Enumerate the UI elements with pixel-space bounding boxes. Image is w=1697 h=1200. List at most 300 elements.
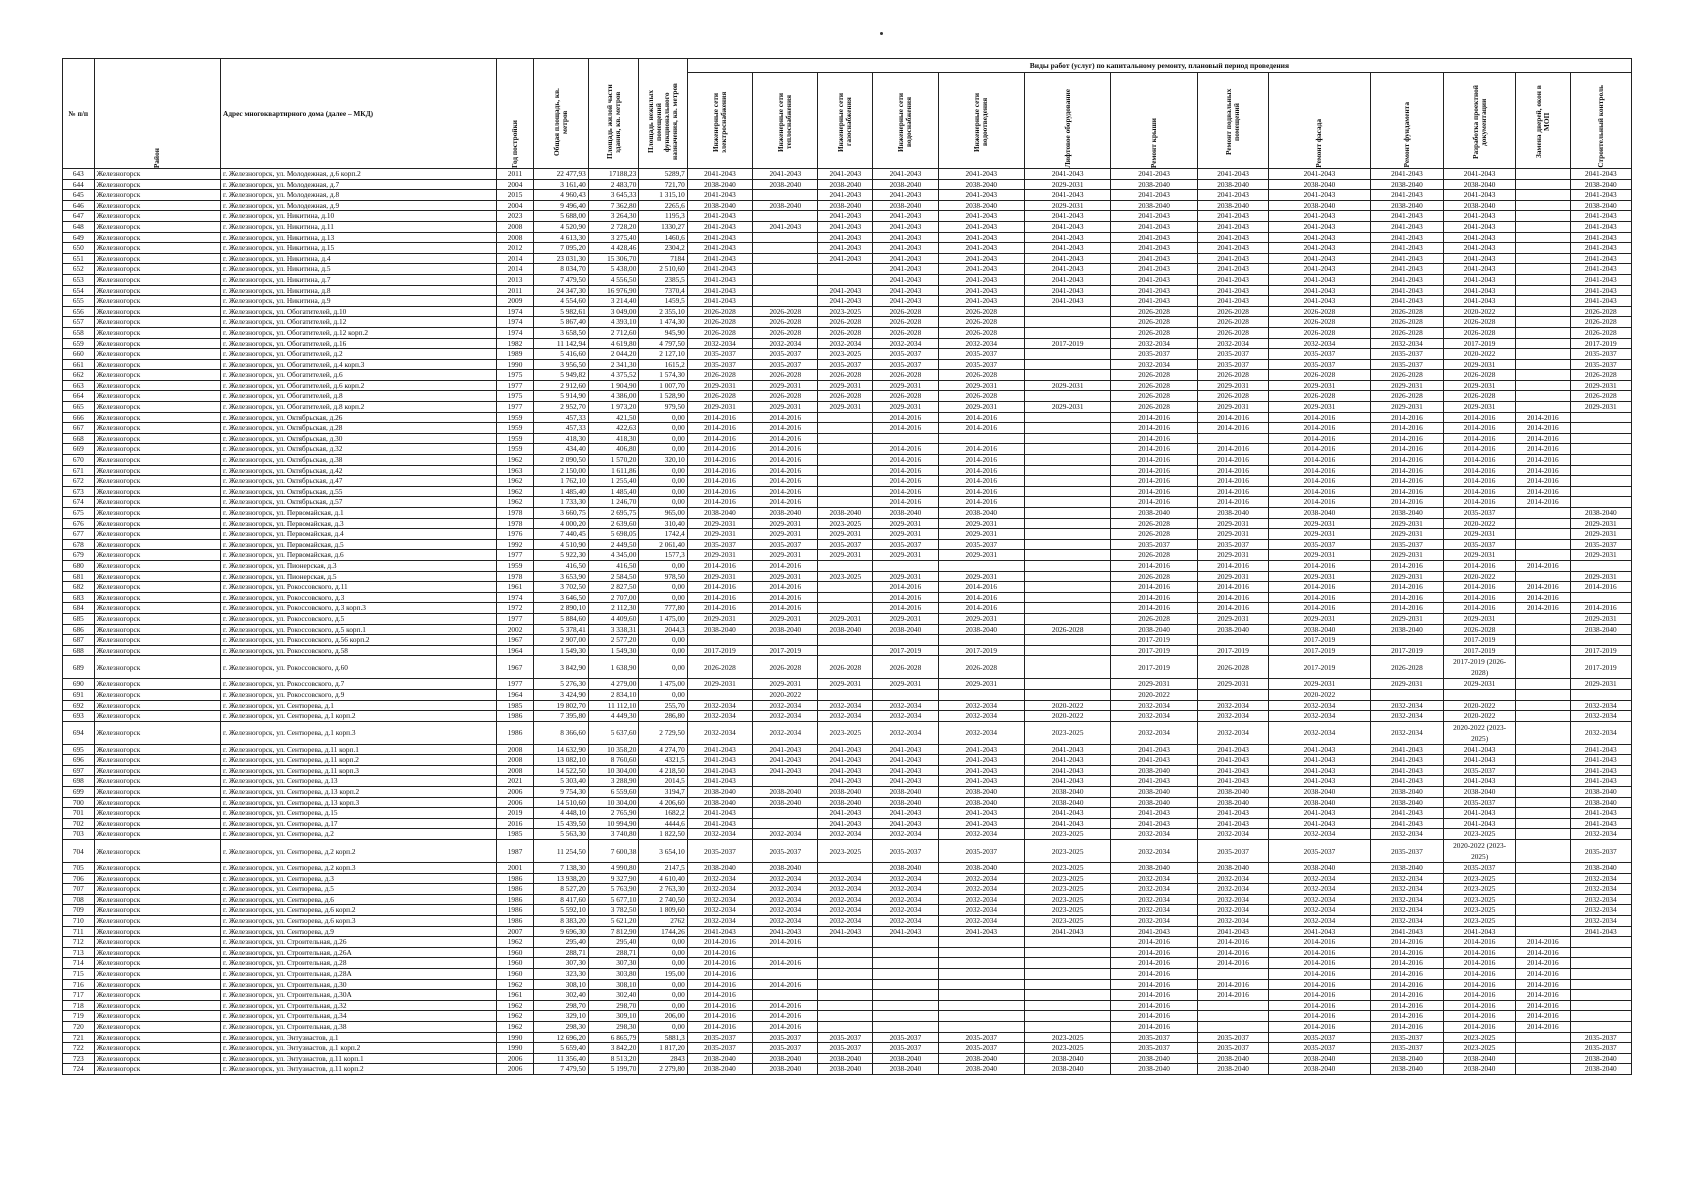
cell-work-water: 2041-2043 [873, 765, 938, 776]
cell-total-area: 3 161,40 [533, 179, 588, 190]
cell-address: г. Железногорск, ул. Обогатителей, д.2 [221, 349, 497, 360]
header-work-0 [687, 73, 752, 169]
cell-work-basement: 2032-2034 [1197, 700, 1269, 711]
cell-work-basement: 2014-2016 [1197, 937, 1269, 948]
cell-work-sewer [938, 947, 1024, 958]
cell-work-foundation: 2029-2031 [1370, 550, 1444, 561]
cell-work-construction-control: 2026-2028 [1570, 370, 1631, 381]
cell-work-construction-control: 2029-2031 [1570, 380, 1631, 391]
cell-work-gas [818, 497, 873, 508]
header-works-group: Виды работ (услуг) по капитальному ремонту, плановый период проведения [687, 59, 1631, 73]
cell-build-year: 2006 [497, 797, 534, 808]
cell-work-heating [753, 285, 818, 296]
cell-work-sewer [938, 990, 1024, 1001]
cell-total-area: 11 142,94 [533, 338, 588, 349]
cell-work-heating: 2032-2034 [753, 721, 818, 744]
cell-work-roof: 2032-2034 [1111, 700, 1197, 711]
cell-work-electric: 2029-2031 [687, 679, 752, 690]
cell-district: Железногорск [94, 349, 220, 360]
cell-living-area: 2 728,20 [588, 221, 639, 232]
table-row [63, 264, 1632, 275]
cell-work-basement [1197, 968, 1269, 979]
cell-total-area: 4 520,90 [533, 221, 588, 232]
cell-work-electric: 2032-2034 [687, 873, 752, 884]
cell-work-construction-control: 2041-2043 [1570, 808, 1631, 819]
cell-work-doors-windows [1515, 391, 1570, 402]
cell-total-area: 2 912,60 [533, 380, 588, 391]
cell-work-foundation: 2038-2040 [1370, 797, 1444, 808]
cell-work-sewer: 2038-2040 [938, 863, 1024, 874]
cell-work-elevator: 2023-2025 [1024, 1043, 1110, 1054]
cell-nonliving-area: 206,00 [639, 1011, 687, 1022]
cell-district: Железногорск [94, 979, 220, 990]
cell-work-facade: 2032-2034 [1269, 905, 1370, 916]
cell-work-doors-windows: 2014-2016 [1515, 990, 1570, 1001]
cell-work-construction-control: 2032-2034 [1570, 721, 1631, 744]
cell-work-construction-control: 2026-2028 [1570, 306, 1631, 317]
cell-work-basement: 2026-2028 [1197, 656, 1269, 679]
cell-work-gas [818, 412, 873, 423]
cell-district: Железногорск [94, 968, 220, 979]
cell-work-basement [1197, 689, 1269, 700]
cell-work-gas: 2041-2043 [818, 232, 873, 243]
cell-work-sewer: 2032-2034 [938, 338, 1024, 349]
cell-work-doors-windows [1515, 529, 1570, 540]
cell-work-sewer: 2041-2043 [938, 190, 1024, 201]
cell-work-electric: 2014-2016 [687, 958, 752, 969]
cell-district: Железногорск [94, 412, 220, 423]
cell-work-basement: 2035-2037 [1197, 359, 1269, 370]
cell-district: Железногорск [94, 1064, 220, 1075]
cell-work-design-docs: 2014-2016 [1444, 937, 1516, 948]
cell-work-doors-windows: 2014-2016 [1515, 455, 1570, 466]
cell-district: Железногорск [94, 582, 220, 593]
cell-work-foundation: 2014-2016 [1370, 592, 1444, 603]
table-row [63, 1021, 1632, 1032]
cell-work-sewer [938, 937, 1024, 948]
cell-work-water: 2041-2043 [873, 296, 938, 307]
cell-work-doors-windows [1515, 200, 1570, 211]
cell-row-number: 724 [63, 1064, 95, 1075]
cell-row-number: 721 [63, 1032, 95, 1043]
cell-district: Железногорск [94, 476, 220, 487]
cell-address: г. Железногорск, ул. Сентюрева, д.13 [221, 776, 497, 787]
cell-work-heating: 2032-2034 [753, 894, 818, 905]
cell-address: г. Железногорск, ул. Сентюрева, д.2 [221, 829, 497, 840]
cell-work-roof: 2038-2040 [1111, 863, 1197, 874]
cell-district: Железногорск [94, 285, 220, 296]
cell-build-year: 2016 [497, 818, 534, 829]
cell-work-electric: 2032-2034 [687, 916, 752, 927]
table-row [63, 689, 1632, 700]
cell-work-facade: 2038-2040 [1269, 787, 1370, 798]
cell-work-foundation: 2014-2016 [1370, 433, 1444, 444]
cell-work-heating [753, 253, 818, 264]
cell-work-roof: 2032-2034 [1111, 894, 1197, 905]
cell-nonliving-area: 978,50 [639, 571, 687, 582]
cell-work-foundation: 2017-2019 [1370, 645, 1444, 656]
cell-work-sewer [938, 1021, 1024, 1032]
cell-work-water: 2014-2016 [873, 497, 938, 508]
cell-nonliving-area: 0,00 [639, 433, 687, 444]
cell-row-number: 645 [63, 190, 95, 201]
cell-district: Железногорск [94, 863, 220, 874]
cell-build-year: 1967 [497, 656, 534, 679]
cell-work-doors-windows [1515, 179, 1570, 190]
cell-work-electric: 2035-2037 [687, 1032, 752, 1043]
cell-work-basement: 2029-2031 [1197, 518, 1269, 529]
cell-living-area: 298,70 [588, 1000, 639, 1011]
cell-work-gas [818, 863, 873, 874]
cell-work-basement: 2041-2043 [1197, 926, 1269, 937]
cell-work-gas [818, 264, 873, 275]
cell-work-electric: 2041-2043 [687, 808, 752, 819]
cell-row-number: 679 [63, 550, 95, 561]
cell-work-basement: 2038-2040 [1197, 797, 1269, 808]
cell-work-elevator: 2023-2025 [1024, 905, 1110, 916]
cell-work-doors-windows [1515, 402, 1570, 413]
cell-work-roof: 2014-2016 [1111, 476, 1197, 487]
cell-work-facade: 2026-2028 [1269, 317, 1370, 328]
cell-work-design-docs: 2041-2043 [1444, 776, 1516, 787]
cell-build-year: 1986 [497, 905, 534, 916]
cell-work-doors-windows [1515, 765, 1570, 776]
cell-work-design-docs: 2038-2040 [1444, 179, 1516, 190]
cell-work-water [873, 937, 938, 948]
cell-work-gas: 2029-2031 [818, 613, 873, 624]
cell-work-construction-control: 2041-2043 [1570, 221, 1631, 232]
cell-work-water: 2038-2040 [873, 797, 938, 808]
cell-row-number: 655 [63, 296, 95, 307]
scan-speck [880, 32, 883, 35]
cell-work-sewer: 2041-2043 [938, 253, 1024, 264]
cell-row-number: 713 [63, 947, 95, 958]
cell-district: Железногорск [94, 765, 220, 776]
header-work-label: Ремонт фундамента [1401, 102, 1411, 168]
cell-row-number: 665 [63, 402, 95, 413]
cell-work-design-docs: 2029-2031 [1444, 529, 1516, 540]
cell-living-area: 4 386,00 [588, 391, 639, 402]
cell-work-water: 2032-2034 [873, 338, 938, 349]
cell-work-doors-windows [1515, 797, 1570, 808]
cell-work-construction-control: 2038-2040 [1570, 797, 1631, 808]
cell-work-gas: 2032-2034 [818, 711, 873, 722]
cell-work-facade: 2041-2043 [1269, 264, 1370, 275]
cell-work-design-docs: 2014-2016 [1444, 497, 1516, 508]
cell-row-number: 686 [63, 624, 95, 635]
cell-work-electric: 2026-2028 [687, 327, 752, 338]
cell-work-doors-windows [1515, 916, 1570, 927]
cell-work-doors-windows [1515, 635, 1570, 646]
cell-work-foundation: 2041-2043 [1370, 765, 1444, 776]
cell-work-foundation: 2029-2031 [1370, 571, 1444, 582]
cell-work-electric: 2014-2016 [687, 990, 752, 1001]
cell-row-number: 648 [63, 221, 95, 232]
cell-work-roof: 2014-2016 [1111, 486, 1197, 497]
cell-work-basement: 2038-2040 [1197, 863, 1269, 874]
cell-work-roof: 2041-2043 [1111, 755, 1197, 766]
cell-total-area: 3 956,50 [533, 359, 588, 370]
cell-address: г. Железногорск, ул. Октябрьская, д.55 [221, 486, 497, 497]
cell-work-heating: 2041-2043 [753, 221, 818, 232]
cell-work-foundation: 2041-2043 [1370, 274, 1444, 285]
cell-work-basement: 2032-2034 [1197, 721, 1269, 744]
table-row [63, 818, 1632, 829]
cell-work-construction-control [1570, 465, 1631, 476]
cell-work-elevator [1024, 560, 1110, 571]
cell-work-gas: 2026-2028 [818, 391, 873, 402]
cell-living-area: 3 842,20 [588, 1043, 639, 1054]
cell-work-facade: 2038-2040 [1269, 863, 1370, 874]
table-row [63, 391, 1632, 402]
cell-work-electric: 2026-2028 [687, 370, 752, 381]
cell-address: г. Железногорск, ул. Рокоссовского, д.56 корп.2 [221, 635, 497, 646]
cell-work-doors-windows: 2014-2016 [1515, 1000, 1570, 1011]
cell-work-electric: 2038-2040 [687, 797, 752, 808]
cell-nonliving-area: 3194,7 [639, 787, 687, 798]
cell-work-doors-windows [1515, 679, 1570, 690]
table-row [63, 679, 1632, 690]
cell-nonliving-area: 0,00 [639, 635, 687, 646]
cell-build-year: 1960 [497, 958, 534, 969]
cell-work-design-docs: 2014-2016 [1444, 455, 1516, 466]
cell-work-design-docs: 2041-2043 [1444, 274, 1516, 285]
cell-work-sewer: 2032-2034 [938, 884, 1024, 895]
cell-work-basement: 2041-2043 [1197, 285, 1269, 296]
table-row [63, 518, 1632, 529]
cell-district: Железногорск [94, 679, 220, 690]
cell-work-electric: 2035-2037 [687, 840, 752, 863]
table-row [63, 200, 1632, 211]
cell-living-area: 2 577,20 [588, 635, 639, 646]
cell-work-doors-windows [1515, 550, 1570, 561]
cell-work-electric: 2026-2028 [687, 306, 752, 317]
cell-work-facade: 2026-2028 [1269, 370, 1370, 381]
table-row [63, 560, 1632, 571]
cell-total-area: 3 658,50 [533, 327, 588, 338]
cell-row-number: 706 [63, 873, 95, 884]
cell-living-area: 4 375,52 [588, 370, 639, 381]
cell-nonliving-area: 1 528,90 [639, 391, 687, 402]
cell-work-basement: 2014-2016 [1197, 455, 1269, 466]
cell-work-doors-windows: 2014-2016 [1515, 603, 1570, 614]
cell-work-sewer: 2038-2040 [938, 1053, 1024, 1064]
cell-work-construction-control: 2029-2031 [1570, 550, 1631, 561]
cell-nonliving-area: 4 797,50 [639, 338, 687, 349]
table-row [63, 1032, 1632, 1043]
cell-work-gas: 2041-2043 [818, 765, 873, 776]
cell-work-facade: 2041-2043 [1269, 808, 1370, 819]
cell-work-heating: 2014-2016 [753, 465, 818, 476]
cell-work-foundation: 2041-2043 [1370, 818, 1444, 829]
cell-work-design-docs: 2029-2031 [1444, 613, 1516, 624]
cell-build-year: 1977 [497, 550, 534, 561]
cell-work-facade: 2032-2034 [1269, 884, 1370, 895]
cell-work-roof: 2032-2034 [1111, 338, 1197, 349]
table-row [63, 582, 1632, 593]
cell-work-facade: 2032-2034 [1269, 916, 1370, 927]
cell-nonliving-area: 7370,4 [639, 285, 687, 296]
cell-living-area: 11 112,10 [588, 700, 639, 711]
cell-work-doors-windows [1515, 306, 1570, 317]
cell-work-roof: 2014-2016 [1111, 1011, 1197, 1022]
cell-work-elevator: 2041-2043 [1024, 243, 1110, 254]
cell-work-construction-control [1570, 433, 1631, 444]
cell-nonliving-area: 5289,7 [639, 169, 687, 180]
cell-work-facade: 2014-2016 [1269, 486, 1370, 497]
cell-address: г. Железногорск, ул. Строительная, д.34 [221, 1011, 497, 1022]
cell-work-heating: 2014-2016 [753, 603, 818, 614]
cell-work-water: 2041-2043 [873, 808, 938, 819]
cell-work-roof: 2026-2028 [1111, 370, 1197, 381]
cell-total-area: 7 138,30 [533, 863, 588, 874]
cell-work-gas: 2026-2028 [818, 327, 873, 338]
cell-work-water: 2029-2031 [873, 529, 938, 540]
cell-work-elevator [1024, 423, 1110, 434]
cell-nonliving-area: 0,00 [639, 497, 687, 508]
cell-work-basement: 2041-2043 [1197, 808, 1269, 819]
cell-nonliving-area: 4 218,50 [639, 765, 687, 776]
cell-work-construction-control: 2038-2040 [1570, 787, 1631, 798]
header-work-label: Замена дверей, окон в МОП [1533, 85, 1551, 159]
cell-district: Железногорск [94, 571, 220, 582]
cell-work-construction-control: 2041-2043 [1570, 232, 1631, 243]
cell-work-sewer: 2026-2028 [938, 656, 1024, 679]
cell-work-sewer: 2032-2034 [938, 905, 1024, 916]
header-living-area-label: Площадь жилой части здания, кв. метров [604, 84, 622, 160]
cell-work-doors-windows [1515, 744, 1570, 755]
cell-work-doors-windows: 2014-2016 [1515, 476, 1570, 487]
cell-work-roof: 2041-2043 [1111, 169, 1197, 180]
cell-work-water [873, 1021, 938, 1032]
cell-work-water: 2032-2034 [873, 873, 938, 884]
cell-work-doors-windows: 2014-2016 [1515, 968, 1570, 979]
cell-work-basement [1197, 1000, 1269, 1011]
cell-work-doors-windows: 2014-2016 [1515, 465, 1570, 476]
cell-work-design-docs: 2041-2043 [1444, 221, 1516, 232]
cell-work-elevator [1024, 518, 1110, 529]
cell-work-sewer [938, 433, 1024, 444]
cell-build-year: 1992 [497, 539, 534, 550]
table-row [63, 508, 1632, 519]
cell-total-area: 8 417,60 [533, 894, 588, 905]
cell-nonliving-area: 5881,3 [639, 1032, 687, 1043]
cell-living-area: 4 619,80 [588, 338, 639, 349]
cell-living-area: 4 345,00 [588, 550, 639, 561]
cell-work-roof: 2014-2016 [1111, 937, 1197, 948]
table-row [63, 497, 1632, 508]
cell-work-sewer: 2041-2043 [938, 808, 1024, 819]
cell-work-water: 2041-2043 [873, 755, 938, 766]
cell-work-doors-windows [1515, 285, 1570, 296]
cell-work-design-docs: 2041-2043 [1444, 243, 1516, 254]
cell-work-facade: 2035-2037 [1269, 539, 1370, 550]
cell-work-doors-windows [1515, 221, 1570, 232]
cell-work-roof: 2014-2016 [1111, 465, 1197, 476]
cell-work-basement: 2032-2034 [1197, 905, 1269, 916]
cell-nonliving-area: 0,00 [639, 656, 687, 679]
cell-work-facade: 2032-2034 [1269, 700, 1370, 711]
cell-work-roof: 2038-2040 [1111, 765, 1197, 776]
cell-work-sewer: 2029-2031 [938, 402, 1024, 413]
cell-work-sewer: 2041-2043 [938, 243, 1024, 254]
cell-district: Железногорск [94, 947, 220, 958]
cell-work-sewer: 2041-2043 [938, 264, 1024, 275]
cell-total-area: 323,30 [533, 968, 588, 979]
cell-work-heating: 2038-2040 [753, 200, 818, 211]
cell-work-heating [753, 776, 818, 787]
cell-work-elevator [1024, 968, 1110, 979]
cell-work-sewer [938, 968, 1024, 979]
cell-living-area: 288,71 [588, 947, 639, 958]
cell-work-sewer: 2038-2040 [938, 508, 1024, 519]
cell-build-year: 2021 [497, 776, 534, 787]
cell-work-construction-control: 2035-2037 [1570, 539, 1631, 550]
cell-work-basement: 2017-2019 [1197, 645, 1269, 656]
table-row [63, 721, 1632, 744]
cell-district: Железногорск [94, 840, 220, 863]
cell-row-number: 646 [63, 200, 95, 211]
cell-nonliving-area: 3 654,10 [639, 840, 687, 863]
cell-nonliving-area: 4 206,60 [639, 797, 687, 808]
cell-work-sewer: 2041-2043 [938, 755, 1024, 766]
cell-work-doors-windows [1515, 776, 1570, 787]
cell-district: Железногорск [94, 990, 220, 1001]
cell-row-number: 644 [63, 179, 95, 190]
cell-work-water: 2035-2037 [873, 359, 938, 370]
cell-address: г. Железногорск, ул. Сентюрева, д.2 корп.3 [221, 863, 497, 874]
cell-total-area: 15 439,50 [533, 818, 588, 829]
cell-work-heating: 2029-2031 [753, 571, 818, 582]
cell-work-foundation: 2029-2031 [1370, 380, 1444, 391]
cell-address: г. Железногорск, ул. Сентюрева, д.6 корп.3 [221, 916, 497, 927]
cell-work-design-docs: 2026-2028 [1444, 317, 1516, 328]
header-work-label: Инженерные сети газоснабжения [836, 92, 854, 152]
cell-build-year: 1986 [497, 884, 534, 895]
cell-nonliving-area: 721,70 [639, 179, 687, 190]
table-row [63, 968, 1632, 979]
cell-work-facade: 2041-2043 [1269, 926, 1370, 937]
cell-address: г. Железногорск, ул. Обогатителей, д.12 [221, 317, 497, 328]
cell-work-design-docs: 2026-2028 [1444, 391, 1516, 402]
cell-work-gas [818, 433, 873, 444]
cell-work-electric: 2032-2034 [687, 338, 752, 349]
cell-total-area: 24 347,30 [533, 285, 588, 296]
cell-work-heating [753, 264, 818, 275]
cell-row-number: 683 [63, 592, 95, 603]
cell-work-elevator [1024, 497, 1110, 508]
cell-build-year: 1961 [497, 990, 534, 1001]
cell-work-sewer: 2014-2016 [938, 412, 1024, 423]
cell-work-roof: 2035-2037 [1111, 1043, 1197, 1054]
cell-district: Железногорск [94, 592, 220, 603]
cell-address: г. Железногорск, ул. Рокоссовского, д.3 корп.3 [221, 603, 497, 614]
cell-nonliving-area: 0,00 [639, 423, 687, 434]
cell-work-basement: 2041-2043 [1197, 818, 1269, 829]
cell-work-basement: 2041-2043 [1197, 243, 1269, 254]
cell-work-doors-windows [1515, 190, 1570, 201]
cell-living-area: 1 611,86 [588, 465, 639, 476]
cell-living-area: 2 707,00 [588, 592, 639, 603]
cell-work-gas: 2035-2037 [818, 359, 873, 370]
cell-work-doors-windows [1515, 818, 1570, 829]
cell-address: г. Железногорск, ул. Никитина, д.11 [221, 221, 497, 232]
cell-living-area: 9 327,90 [588, 873, 639, 884]
cell-work-water: 2041-2043 [873, 169, 938, 180]
cell-work-foundation: 2032-2034 [1370, 905, 1444, 916]
cell-work-gas: 2041-2043 [818, 243, 873, 254]
cell-work-basement: 2035-2037 [1197, 539, 1269, 550]
